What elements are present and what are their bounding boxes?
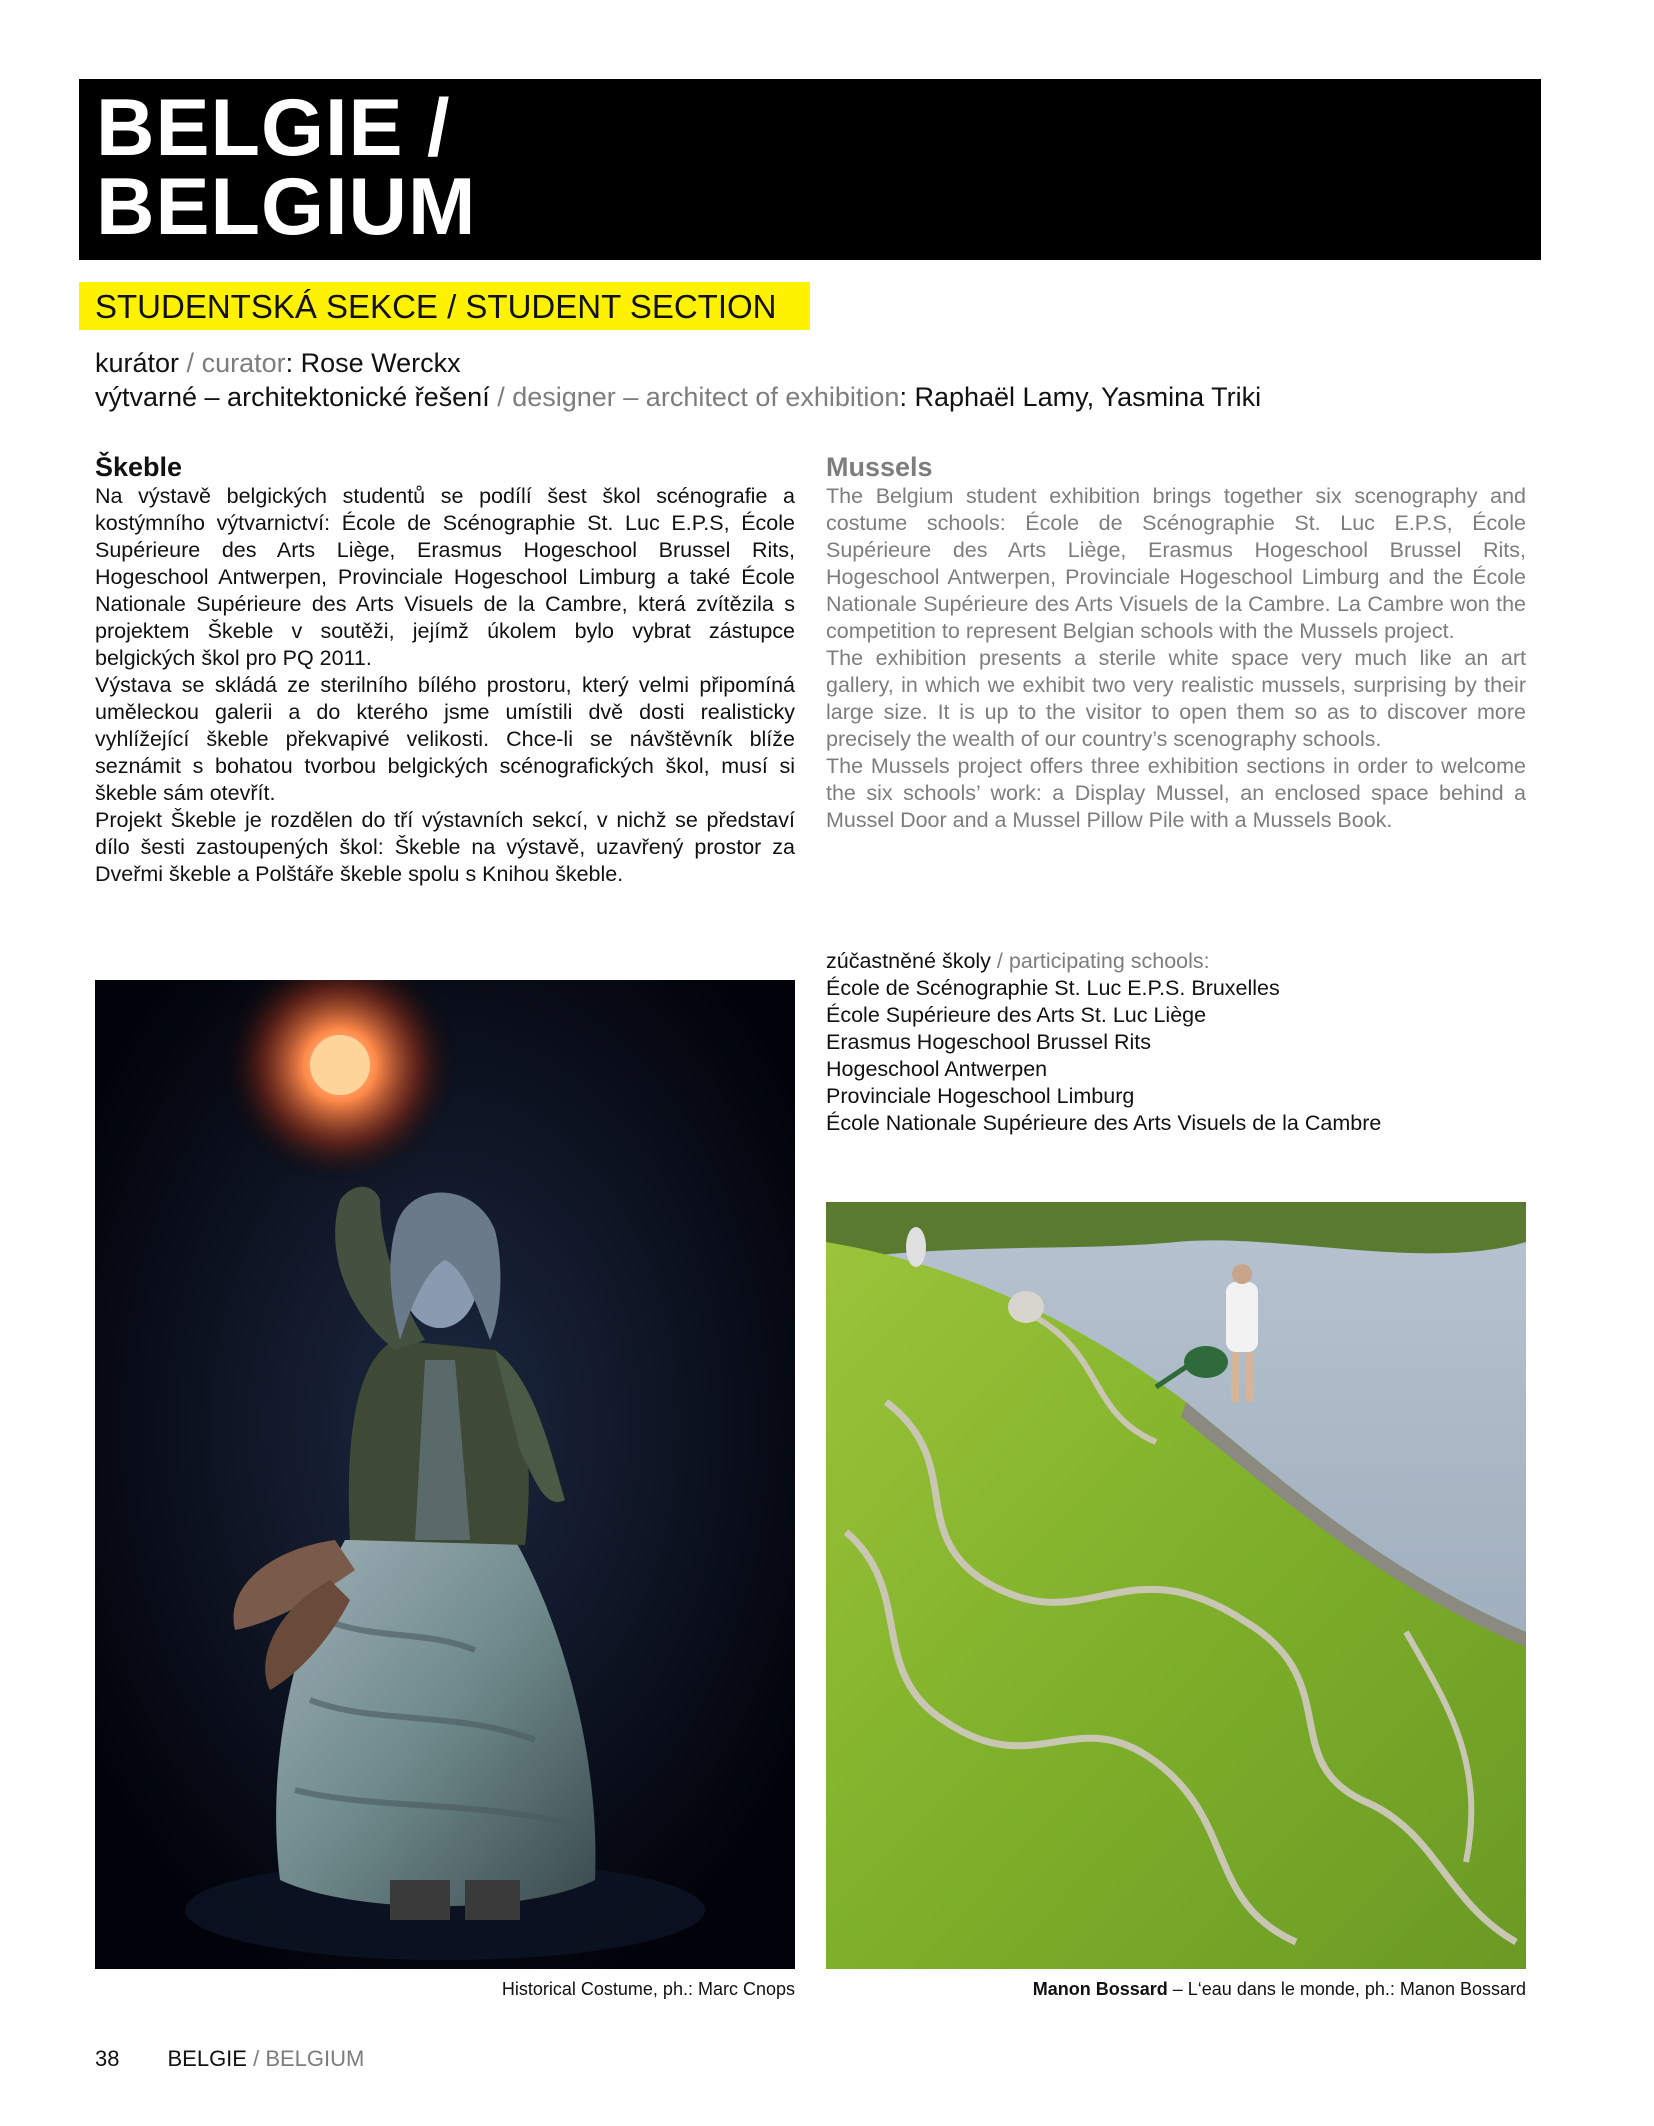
section-banner (79, 282, 810, 330)
designer-names: Raphaël Lamy, Yasmina Triki (914, 382, 1262, 412)
lawn-photo (826, 1202, 1526, 1969)
costume-photo-graphic (95, 980, 795, 1969)
curator-colon: : (285, 348, 301, 378)
school-item: Provinciale Hogeschool Limburg (826, 1084, 1135, 1108)
section-label: STUDENTSKÁ SEKCE / STUDENT SECTION (95, 288, 777, 325)
curator-label-en: curator (201, 348, 286, 378)
caption-artwork-credit: – L‘eau dans le monde, ph.: Manon Bossard (1167, 1979, 1526, 1999)
school-item: École Supérieure des Arts St. Luc Liège (826, 1003, 1207, 1027)
photo-caption-left: Historical Costume, ph.: Marc Cnops (501, 1979, 795, 1999)
english-paragraph-3: The Mussels project offers three exhibition sections in order to welcome the six schools’ work: a Display Mussel, an enclosed space behind a Mussel Door and a Mussel Pillow Pile with a Mussels Book. (826, 754, 1526, 832)
credits (95, 346, 1261, 414)
curator-separator: / (179, 348, 202, 378)
designer-colon: : (899, 382, 915, 412)
czech-paragraph-3: Projekt Škeble je rozdělen do tří výstavních sekcí, v nichž se představí dílo šesti zastoupených škol: Škeble na výstavě, uzavřený prostor za Dveřmi škeble a Polštáře škeble spolu s Knihou škeble. (95, 808, 795, 886)
school-item: Erasmus Hogeschool Brussel Rits (826, 1030, 1152, 1054)
schools-label-separator: / (990, 949, 1009, 973)
schools-label-en: participating schools: (1008, 949, 1210, 973)
page-number: 38 (95, 2046, 120, 2071)
footer-separator: / (246, 2046, 266, 2071)
czech-text-column (95, 452, 795, 888)
caption-artist-name: Manon Bossard (1032, 1979, 1168, 1999)
footer-label-en: BELGIUM (265, 2046, 365, 2071)
designer-separator: / (489, 382, 513, 412)
footer-label-cz: BELGIE (167, 2046, 247, 2071)
costume-photo (95, 980, 795, 1969)
school-item: École de Scénographie St. Luc E.P.S. Bruxelles (826, 976, 1280, 1000)
schools-label-cz: zúčastněné školy (826, 949, 991, 973)
school-item: École Nationale Supérieure des Arts Visuels de la Cambre (826, 1111, 1382, 1135)
curator-name: Rose Werckx (300, 348, 461, 378)
title-line-2: BELGIUM (96, 162, 477, 252)
curator-line (95, 346, 1261, 380)
czech-paragraph-2: Výstava se skládá ze sterilního bílého prostoru, který velmi připomíná uměleckou galerii a do kterého jsme umístili dvě dosti realisticky vyhlížející škeble překvapivé velikosti. Chce-li se návštěvník blíže seznámit s bohatou tvorbou belgických scénografických škol, musí si škeble sám otevřít. (95, 673, 795, 805)
english-text-column (826, 452, 1526, 834)
title-line-1: BELGIE / (96, 83, 451, 173)
designer-label-en: designer – architect of exhibition (512, 382, 900, 412)
czech-heading: Škeble (95, 452, 183, 482)
page-title (96, 83, 477, 252)
lawn-photo-graphic (826, 1202, 1526, 1969)
english-heading: Mussels (826, 452, 933, 482)
title-bar (79, 79, 1541, 260)
curator-label-cz: kurátor (95, 348, 180, 378)
designer-label-cz: výtvarné – architektonické řešení (95, 382, 490, 412)
english-paragraph-2: The exhibition presents a sterile white space very much like an art gallery, in which we exhibit two very realistic mussels, surprising by their large size. It is up to the visitor to open them so as to discover more precisely the wealth of our country’s scenography schools. (826, 646, 1526, 751)
czech-paragraph-1: Na výstavě belgických studentů se podílí šest škol scénografie a kostýmního výtvarnictví: École de Scénographie St. Luc E.P.S, École Supérieure des Arts Liège, Erasmus Hogeschool Brussel Rits, Hogeschool Antwerpen, Provinciale Hogeschool Limburg a také École Nationale Supérieure des Arts Visuels de la Cambre, která zvítězila s projektem Škeble v soutěži, jejímž úkolem bylo vybrat zástupce belgických škol pro PQ 2011. (95, 484, 795, 670)
schools-list (826, 975, 1381, 1137)
schools-label (826, 948, 1381, 975)
designer-line (95, 380, 1261, 414)
english-paragraph-1: The Belgium student exhibition brings together six scenography and costume schools: École de Scénographie St. Luc E.P.S, École Supérieure des Arts Liège, Erasmus Hogeschool Brussel Rits, Hogeschool Antwerpen, Provinciale Hogeschool Limburg and the École Nationale Supérieure des Arts Visuels de la Cambre. La Cambre won the competition to represent Belgian schools with the Mussels project. (826, 484, 1526, 643)
school-item: Hogeschool Antwerpen (826, 1057, 1048, 1081)
participating-schools (826, 948, 1381, 1137)
photo-caption-right (1033, 1978, 1526, 2000)
page-footer (95, 2046, 364, 2072)
